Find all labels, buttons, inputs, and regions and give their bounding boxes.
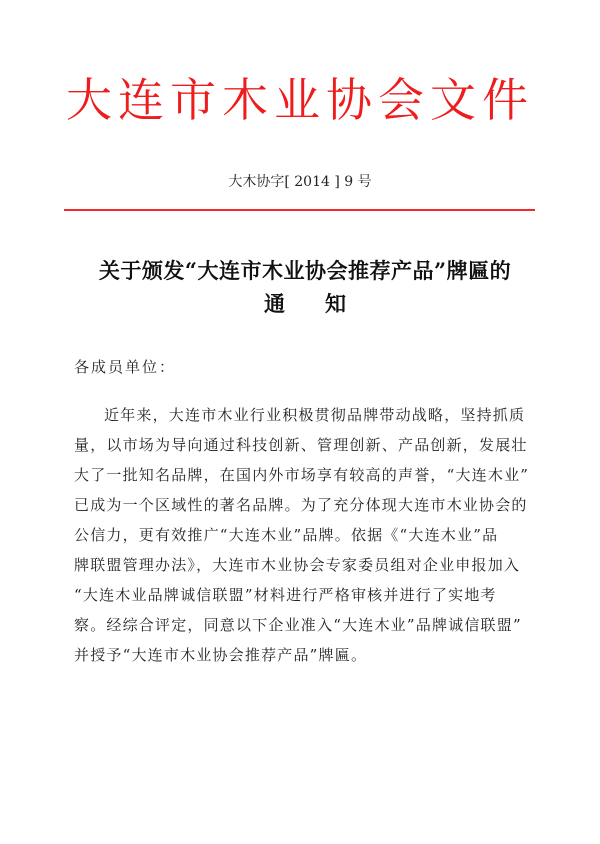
body-line: 量，以市场为导向通过科技创新、管理创新、产品创新，发展壮 — [74, 436, 528, 454]
body-line: 公信力，更有效推广“大连木业”品牌。依据《“大连木业”品 — [74, 526, 499, 544]
red-divider-line — [64, 209, 535, 211]
body-line: 大了一批知名品牌，在国内外市场享有较高的声誉，“大连木业” — [74, 466, 530, 484]
body-line: 并授予“大连市木业协会推荐产品”牌匾。 — [74, 646, 368, 664]
body-line: 察。经综合评定，同意以下企业准入“大连木业”品牌诚信联盟” — [74, 616, 522, 634]
body-line: 牌联盟管理办法》，大连市木业协会专家委员组对企业申报加入 — [74, 556, 521, 574]
document-number: 大木协字[ 2014 ] 9 号 — [228, 174, 372, 190]
notice-title — [60, 254, 550, 320]
notice-title-line-2: 通知 — [264, 291, 386, 316]
body-paragraph — [74, 400, 534, 670]
body-line: 近年来，大连市木业行业积极贯彻品牌带动战略，坚持抓质 — [104, 406, 526, 424]
body-line: 已成为一个区域性的著名品牌。为了充分体现大连市木业协会的 — [74, 496, 528, 514]
masthead-title: 大连市木业协会文件 — [66, 73, 534, 127]
body-line: “大连木业品牌诚信联盟”材料进行严格审核并进行了实地考 — [74, 586, 497, 604]
notice-title-line-1: 关于颁发“大连市木业协会推荐产品”牌匾的 — [98, 258, 512, 283]
salutation: 各成员单位： — [74, 358, 177, 376]
